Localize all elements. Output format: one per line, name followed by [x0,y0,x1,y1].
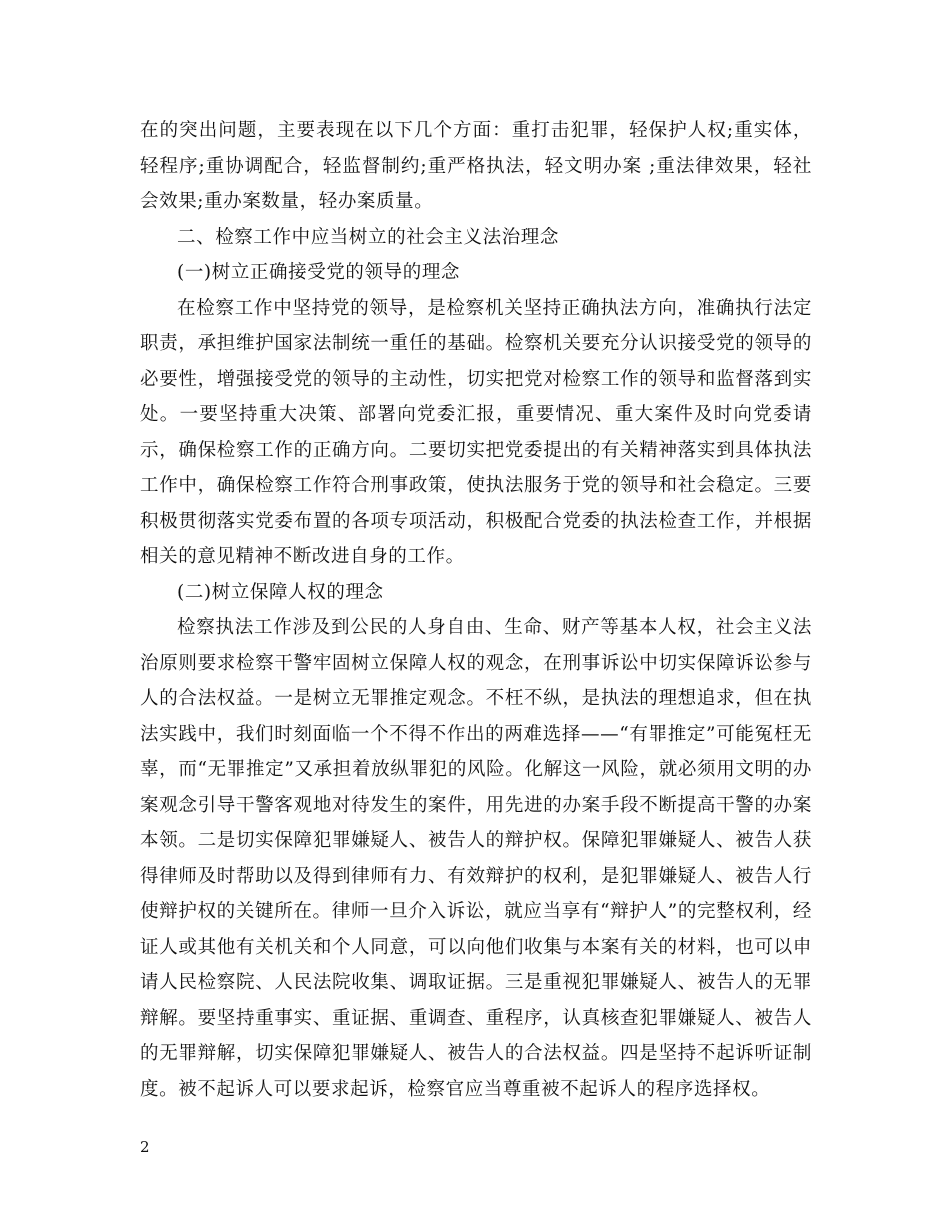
subsection-heading-two: (二)树立保障人权的理念 [177,581,384,603]
document-body [140,113,812,1107]
subsection-heading-one: (一)树立正确接受党的领导的理念 [177,262,461,283]
paragraph-human-rights: 检察执法工作涉及到公民的人身自由、生命、财产等基本人权，社会主义法治原则要求检察干警牢固树立保障人权的观念，在刑事诉讼中切实保障诉讼参与人的合法权益。一是树立无罪推定观念。不枉不纵，是执法的理想追求，但在执法实践中，我们时刻面临一个不得不作出的两难选择——“有罪推定”可能冤枉无辜，而“无罪推定”又承担着放纵罪犯的风险。化解这一风险，就必须用文明的办案观念引导干警客观地对待发生的案件，用先进的办案手段不断提高干警的办案本领。二是切实保障犯罪嫌疑人、被告人的辩护权。保障犯罪嫌疑人、被告人获得律师及时帮助以及得到律师有力、有效辩护的权利，是犯罪嫌疑人、被告人行使辩护权的关键所在。律师一旦介入诉讼，就应当享有“辩护人”的完整权利，经证人或其他有关机关和个人同意，可以向他们收集与本案有关的材料，也可以申请人民检察院、人民法院收集、调取证据。三是重视犯罪嫌疑人、被告人的无罪辩解。要坚持重事实、重证据、重调查、重程序，认真核查犯罪嫌疑人、被告人的无罪辩解，切实保障犯罪嫌疑人、被告人的合法权益。四是坚持不起诉听证制度。被不起诉人可以要求起诉，检察官应当尊重被不起诉人的程序选择权。 [140,617,812,1100]
paragraph-party-leadership: 在检察工作中坚持党的领导，是检察机关坚持正确执法方向，准确执行法定职责，承担维护国家法制统一重任的基础。检察机关要充分认识接受党的领导的必要性，增强接受党的领导的主动性，切实把党对检察工作的领导和监督落到实处。一要坚持重大决策、部署向党委汇报，重要情况、重大案件及时向党委请示，确保检察工作的正确方向。二要切实把党委提出的有关精神落实到具体执法工作中，确保检察工作符合刑事政策，使执法服务于党的领导和社会稳定。三要积极贯彻落实党委布置的各项专项活动，积极配合党委的执法检查工作，并根据相关的意见精神不断改进自身的工作。 [140,297,812,567]
paragraph-intro-continuation: 在的突出问题，主要表现在以下几个方面：重打击犯罪，轻保护人权;重实体，轻程序;重协调配合，轻监督制约;重严格执法，轻文明办案 ;重法律效果，轻社会效果;重办案数量，轻办案质量。 [140,120,812,212]
page-number: 2 [140,1138,150,1156]
section-heading-two: 二、检察工作中应当树立的社会主义法治理念 [177,226,560,248]
